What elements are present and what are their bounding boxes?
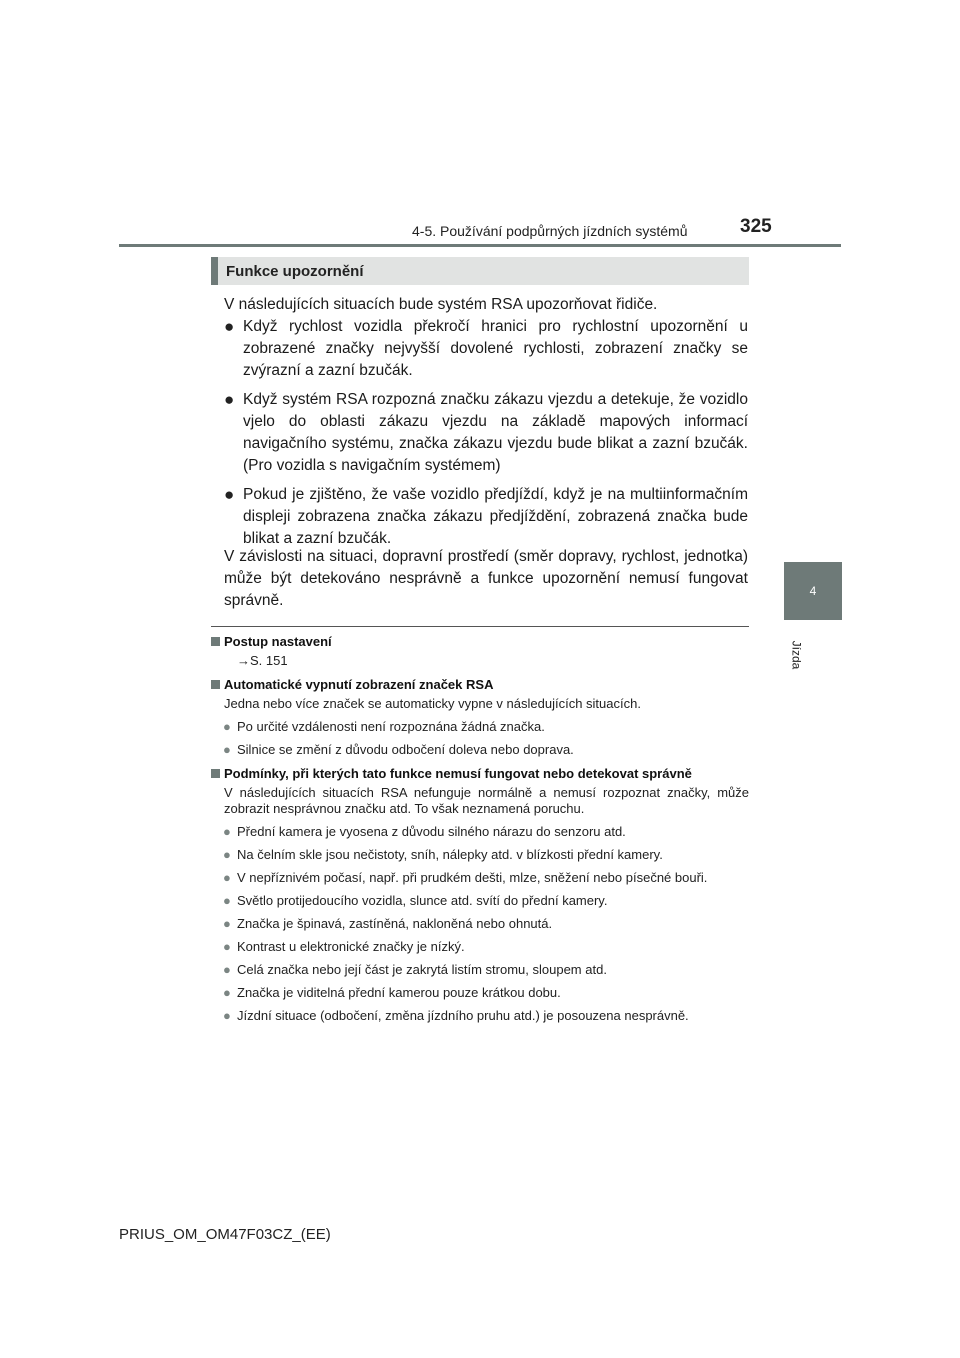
note-heading-conditions: Podmínky, při kterých tato funkce nemusí fungovat nebo detekovat správně <box>211 766 749 782</box>
note-text-auto-off: Jedna nebo více značek se automaticky vypne v následujících situacích. <box>224 696 641 711</box>
box-bullet-text: Když rychlost vozidla překročí hranici pro rychlostní upozornění u zobrazené značky nejvyšší dovolené rychlosti, zobrazení značky se zvýrazní a zazní bzučák. <box>243 318 748 379</box>
bullet-dot-icon: ● <box>223 916 231 931</box>
chapter-title: Jízda <box>789 640 803 670</box>
bullet-dot-icon: ● <box>223 870 231 885</box>
box-bullet-list <box>224 316 748 557</box>
box-title: Funkce upozornění <box>226 262 364 280</box>
bullet-dot-icon: ● <box>223 939 231 954</box>
page-number: 325 <box>740 216 772 237</box>
bullet-dot-icon: ● <box>223 1008 231 1023</box>
chapter-number: 4 <box>809 584 817 598</box>
header-section-title: 4-5. Používání podpůrných jízdních systémů <box>412 223 688 239</box>
box-bullet-text: Když systém RSA rozpozná značku zákazu vjezdu a detekuje, že vozidlo vjelo do oblasti zákazu vjezdu na základě mapových informací navigačního systému, značka zákazu vjezdu bude blikat a zazní bzučák. (Pro vozidla s navigačním systémem) <box>243 391 748 474</box>
square-bullet-icon <box>211 637 220 646</box>
note-bullet: ● Celá značka nebo její část je zakrytá listím stromu, sloupem atd. <box>223 962 607 977</box>
section-separator <box>211 626 749 627</box>
footer-doc-code: PRIUS_OM_OM47F03CZ_(EE) <box>119 1226 331 1243</box>
box-bullet <box>224 484 748 550</box>
bullet-dot-icon: ● <box>223 847 231 862</box>
square-bullet-icon <box>211 769 220 778</box>
box-bullet <box>224 389 748 477</box>
note-bullet: ● Kontrast u elektronické značky je nízký. <box>223 939 465 954</box>
note-text-conditions: V následujících situacích RSA nefunguje normálně a nemusí rozpoznat značky, může zobrazit nesprávnou značku atd. To však neznamená poruchu. <box>224 785 749 816</box>
note-heading-auto-off: Automatické vypnutí zobrazení značek RSA <box>211 677 749 693</box>
note-bullet: ● Přední kamera je vyosena z důvodu silného nárazu do senzoru atd. <box>223 824 626 839</box>
bullet-dot-icon: ● <box>223 719 231 734</box>
note-bullet: ● V nepříznivém počasí, např. při prudkém dešti, mlze, sněžení nebo písečné bouři. <box>223 870 708 885</box>
notes-section <box>211 634 749 1024</box>
note-bullet: ● Značka je špinavá, zastíněná, nakloněná nebo ohnutá. <box>223 916 553 931</box>
box-bullet-text: Pokud je zjištěno, že vaše vozidlo předjíždí, když je na multiinformačním displeji zobrazena značka zákazu předjíždění, zobrazená značka bude blikat a zazní bzučák. <box>243 486 748 547</box>
header-rule <box>119 244 841 247</box>
note-bullet: ● Po určité vzdálenosti není rozpoznána žádná značka. <box>223 719 545 734</box>
note-bullet: ● Světlo protijedoucího vozidla, slunce atd. svítí do přední kamery. <box>223 893 608 908</box>
note-bullet: ● Silnice se změní z důvodu odbočení doleva nebo doprava. <box>223 742 574 757</box>
chapter-tab <box>784 562 842 620</box>
bullet-dot-icon: ● <box>224 390 235 409</box>
note-bullet: ● Na čelním skle jsou nečistoty, sníh, nálepky atd. v blízkosti přední kamery. <box>223 847 663 862</box>
page-reference: →S. 151 <box>237 653 288 668</box>
box-heading <box>211 257 749 285</box>
note-bullet: ● Jízdní situace (odbočení, změna jízdního pruhu atd.) je posouzena nesprávně. <box>223 1008 689 1023</box>
note-heading-setup: Postup nastavení <box>211 634 749 650</box>
bullet-dot-icon: ● <box>224 485 235 504</box>
bullet-dot-icon: ● <box>223 962 231 977</box>
box-bullet <box>224 316 748 382</box>
square-bullet-icon <box>211 680 220 689</box>
chapter-title-vertical <box>786 632 806 678</box>
box-intro: V následujících situacích bude systém RSA upozorňovat řidiče. <box>224 296 658 313</box>
bullet-dot-icon: ● <box>224 317 235 336</box>
bullet-dot-icon: ● <box>223 742 231 757</box>
note-bullet: ● Značka je viditelná přední kamerou pouze krátkou dobu. <box>223 985 561 1000</box>
bullet-dot-icon: ● <box>223 893 231 908</box>
bullet-dot-icon: ● <box>223 985 231 1000</box>
bullet-dot-icon: ● <box>223 824 231 839</box>
box-outro: V závislosti na situaci, dopravní prostředí (směr dopravy, rychlost, jednotka) může být detekováno nesprávně a funkce upozornění nemusí fungovat správně. <box>224 548 748 609</box>
